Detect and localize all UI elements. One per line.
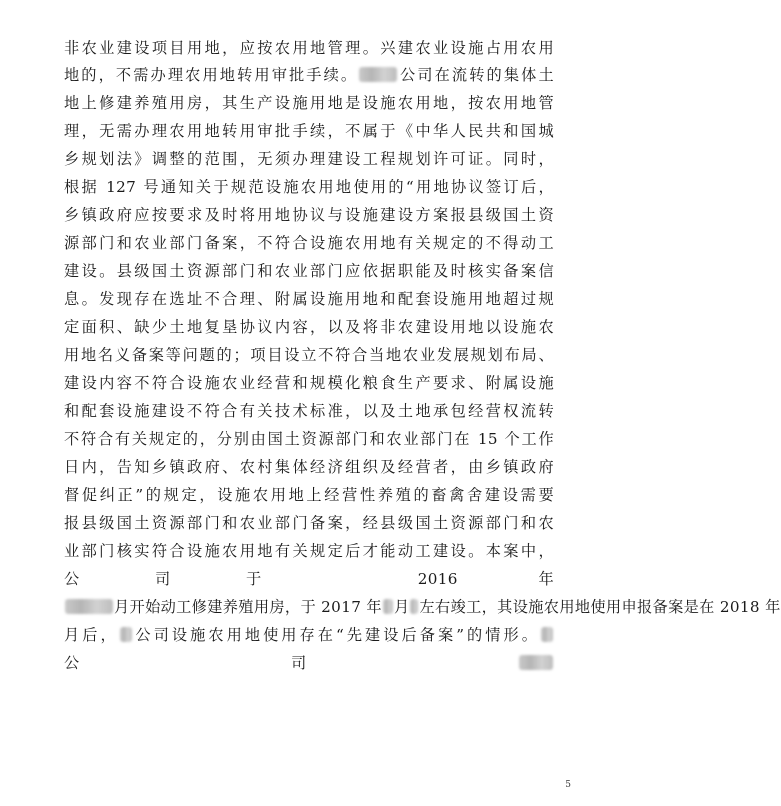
text-fragment: 公司在流转的集体土 [398, 66, 555, 84]
text-line: 非农业建设项目用地，应按农用地管理。兴建农业设施占用农用 [64, 39, 554, 57]
text-line: 报县级国土资源部门和农业部门备案，经县级国土资源部门和农 [64, 514, 554, 532]
text-fragment: 月 [393, 598, 410, 616]
text-line: 日内，告知乡镇政府、农村集体经济组织及经营者，由乡镇政府 [64, 458, 554, 476]
text-line: 理，无需办理农用地转用审批手续，不属于《中华人民共和国城 [64, 122, 554, 140]
text-line: 督促纠正”的规定，设施农用地上经营性养殖的畜禽舍建设需要 [64, 486, 554, 504]
text-line: 不符合有关规定的，分别由国土资源部门和农业部门在 15 个工作 [64, 430, 554, 448]
text-fragment: 公司设施农用地使用存在“先建设后备案”的情形。 [132, 626, 540, 644]
text-line: 建设内容不符合设施农业经营和规模化粮食生产要求、附属设施 [64, 374, 554, 392]
redacted-month [383, 599, 393, 614]
text-line: 用地名义备案等问题的；项目设立不符合当地农业发展规划布局、 [64, 346, 554, 364]
text-line [64, 622, 554, 648]
page-number: 5 [565, 780, 571, 790]
text-fragment: 公司 [64, 654, 518, 672]
text-line: 息。发现存在选址不合理、附属设施用地和配套设施用地超过规 [64, 290, 554, 308]
text-line [64, 650, 554, 676]
text-fragment: 月后， [64, 626, 119, 644]
text-line: 乡规划法》调整的范围，无须办理建设工程规划许可证。同时， [64, 150, 554, 168]
text-line: 根据 127 号通知关于规范设施农用地使用的“用地协议签订后， [64, 178, 554, 196]
text-line [64, 594, 781, 620]
redacted-name [359, 67, 397, 82]
text-fragment: 左右竣工，其设施农用地使用申报备案是在 2018 年 [419, 598, 781, 616]
text-line: 地上修建养殖用房，其生产设施用地是设施农用地，按农用地管 [64, 94, 554, 112]
redacted-month [410, 599, 418, 614]
text-fragment: 月开始动工修建养殖用房，于 2017 年 [114, 598, 382, 616]
text-line: 公司于 2016 年 [64, 570, 554, 588]
redacted-name [541, 627, 553, 642]
redacted-name [519, 655, 553, 670]
redacted-month [120, 627, 132, 642]
text-line: 和配套设施建设不符合有关技术标准，以及土地承包经营权流转 [64, 402, 554, 420]
text-line: 源部门和农业部门备案，不符合设施农用地有关规定的不得动工 [64, 234, 554, 252]
redacted-name [65, 599, 113, 614]
text-line: 乡镇政府应按要求及时将用地协议与设施建设方案报县级国土资 [64, 206, 554, 224]
text-line: 建设。县级国土资源部门和农业部门应依据职能及时核实备案信 [64, 262, 554, 280]
text-line: 业部门核实符合设施农用地有关规定后才能动工建设。本案中， [64, 542, 554, 560]
text-line: 定面积、缺少土地复垦协议内容，以及将非农建设用地以设施农 [64, 318, 554, 336]
text-line [64, 62, 554, 88]
text-fragment: 地的，不需办理农用地转用审批手续。 [64, 66, 359, 84]
